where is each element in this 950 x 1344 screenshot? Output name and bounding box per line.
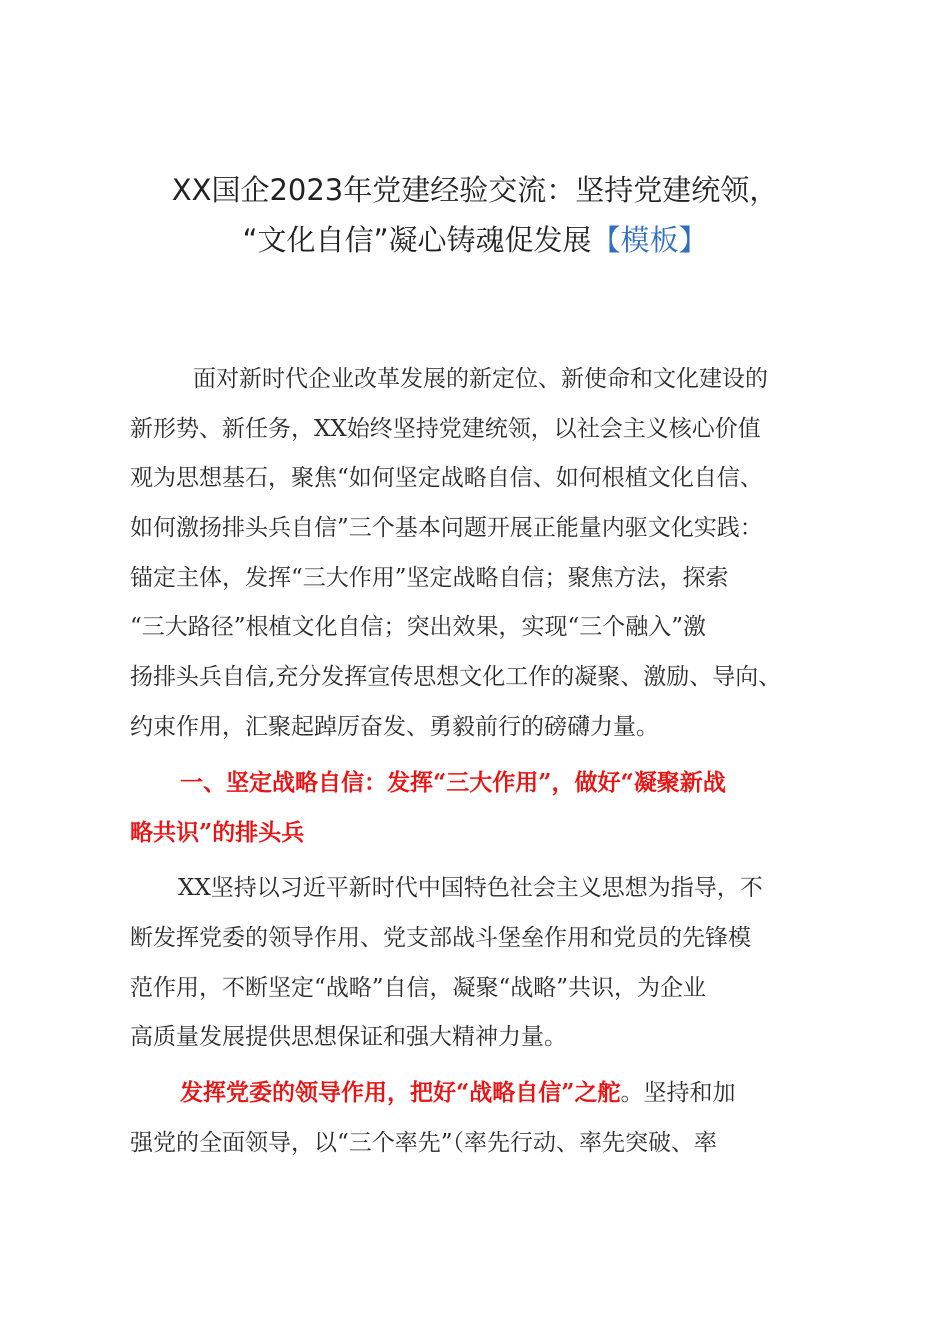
paragraph-line: 面对新时代企业改革发展的新定位、新使命和文化建设的	[193, 366, 768, 392]
bold-lead-phrase: 发挥党委的领导作用，把好“战略自信”之舵	[180, 1079, 621, 1106]
paragraph-line: 断发挥党委的领导作用、党支部战斗堡垒作用和党员的先锋模	[130, 925, 751, 951]
paragraph-line: “三大路径”根植文化自信；突出效果，实现“三个融入”激	[130, 614, 707, 640]
document-title-line-1	[0, 165, 950, 215]
section-heading: 略共识”的排头兵	[130, 819, 305, 846]
document-title-line-2	[0, 215, 950, 265]
paragraph-line: 高质量发展提供思想保证和强大精神力量。	[130, 1024, 567, 1050]
paragraph-line	[180, 1078, 735, 1108]
template-tag: 【模板】	[591, 223, 708, 257]
paragraph-text: 。坚持和加	[620, 1080, 736, 1106]
section-heading: 一、坚定战略自信：发挥“三大作用”，做好“凝聚新战	[180, 769, 726, 796]
title-text-main: “文化自信”凝心铸魂促发展	[242, 223, 592, 257]
paragraph-line: 新形势、新任务，XX始终坚持党建统领，以社会主义核心价值	[130, 416, 761, 442]
paragraph-line: 约束作用，汇聚起踔厉奋发、勇毅前行的磅礴力量。	[130, 714, 659, 740]
paragraph-line: XX坚持以习近平新时代中国特色社会主义思想为指导，不	[178, 875, 763, 901]
title-text: XX国企2023年党建经验交流：坚持党建统领，	[171, 173, 779, 207]
paragraph-line: 范作用，不断坚定“战略”自信，凝聚“战略”共识，为企业	[130, 975, 707, 1001]
paragraph-line: 扬排头兵自信,充分发挥宣传思想文化工作的凝聚、激励、导向、	[130, 664, 782, 690]
paragraph-line: 观为思想基石，聚焦“如何坚定战略自信、如何根植文化自信、	[130, 465, 763, 491]
paragraph-line: 如何激扬排头兵自信”三个基本问题开展正能量内驱文化实践：	[130, 515, 763, 541]
paragraph-line: 锚定主体，发挥“三大作用”坚定战略自信；聚焦方法，探索	[130, 565, 729, 591]
paragraph-line: 强党的全面领导，以“三个率先”（率先行动、率先突破、率	[130, 1130, 718, 1156]
